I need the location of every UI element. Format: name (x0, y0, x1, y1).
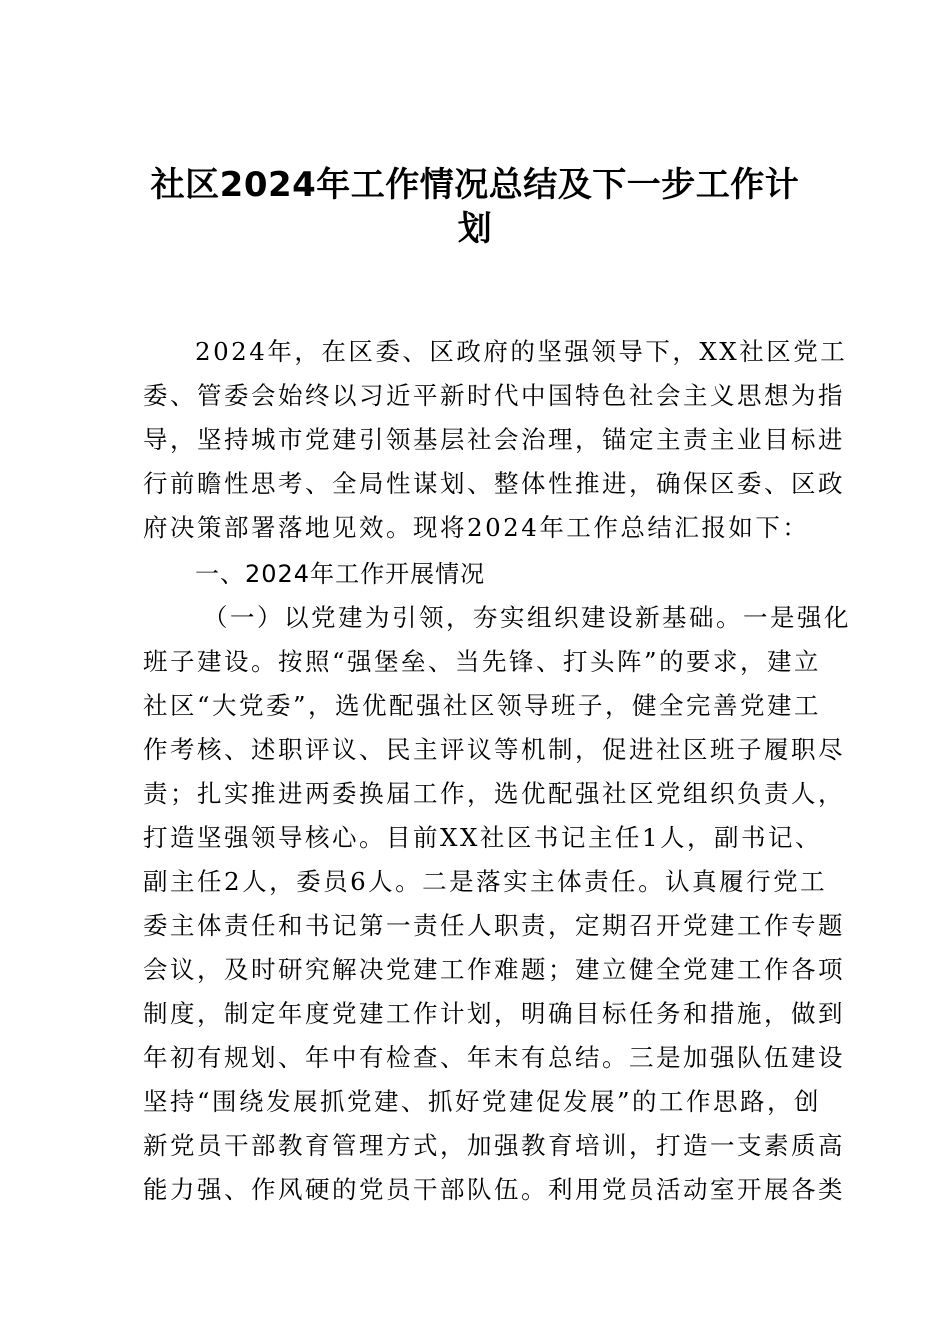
paragraph-line: 新党员干部教育管理方式，加强教育培训，打造一支素质高 (143, 1131, 845, 1160)
paragraph-line: 2024年，在区委、区政府的坚强领导下，XX社区党工 (195, 337, 848, 366)
paragraph-line: 委主体责任和书记第一责任人职责，定期召开党建工作专题 (143, 911, 845, 940)
paragraph-line: 府决策部署落地见效。现将2024年工作总结汇报如下： (143, 513, 810, 542)
paragraph-line: 作考核、述职评议、民主评议等机制，促进社区班子履职尽 (143, 735, 845, 764)
paragraph-line: 班子建设。按照“强堡垒、当先锋、打头阵”的要求，建立 (143, 647, 822, 676)
paragraph-line: 行前瞻性思考、全局性谋划、整体性推进，确保区委、区政 (143, 469, 845, 498)
document-title-line-1: 社区2024年工作情况总结及下一步工作计 (150, 165, 800, 205)
paragraph-line: （一）以党建为引领，夯实组织建设新基础。一是强化 (203, 603, 851, 632)
paragraph-line: 制度，制定年度党建工作计划，明确目标任务和措施，做到 (143, 999, 845, 1028)
paragraph-line: 委、管委会始终以习近平新时代中国特色社会主义思想为指 (143, 381, 845, 410)
paragraph-line: 导，坚持城市党建引领基层社会治理，锚定主责主业目标进 (143, 425, 845, 454)
intro-paragraph (143, 330, 848, 550)
paragraph-line: 社区“大党委”，选优配强社区领导班子，健全完善党建工 (143, 691, 822, 720)
paragraph-line: 能力强、作风硬的党员干部队伍。利用党员活动室开展各类 (143, 1175, 845, 1204)
paragraph-line: 打造坚强领导核心。目前XX社区书记主任1人，副书记、 (143, 823, 822, 852)
paragraph-line: 年初有规划、年中有检查、年末有总结。三是加强队伍建设 (143, 1043, 845, 1072)
document-title-line-2: 划 (457, 209, 493, 249)
paragraph-line: 副主任2人，委员6人。二是落实主体责任。认真履行党工 (143, 867, 828, 896)
subsection-paragraph (143, 596, 851, 1212)
paragraph-line: 责；扎实推进两委换届工作，选优配强社区党组织负责人， (143, 779, 845, 808)
paragraph-line: 会议，及时研究解决党建工作难题；建立健全党建工作各项 (143, 955, 845, 984)
section-heading: 一、2024年工作开展情况 (195, 560, 486, 588)
paragraph-line: 坚持“围绕发展抓党建、抓好党建促发展”的工作思路，创 (143, 1087, 822, 1116)
